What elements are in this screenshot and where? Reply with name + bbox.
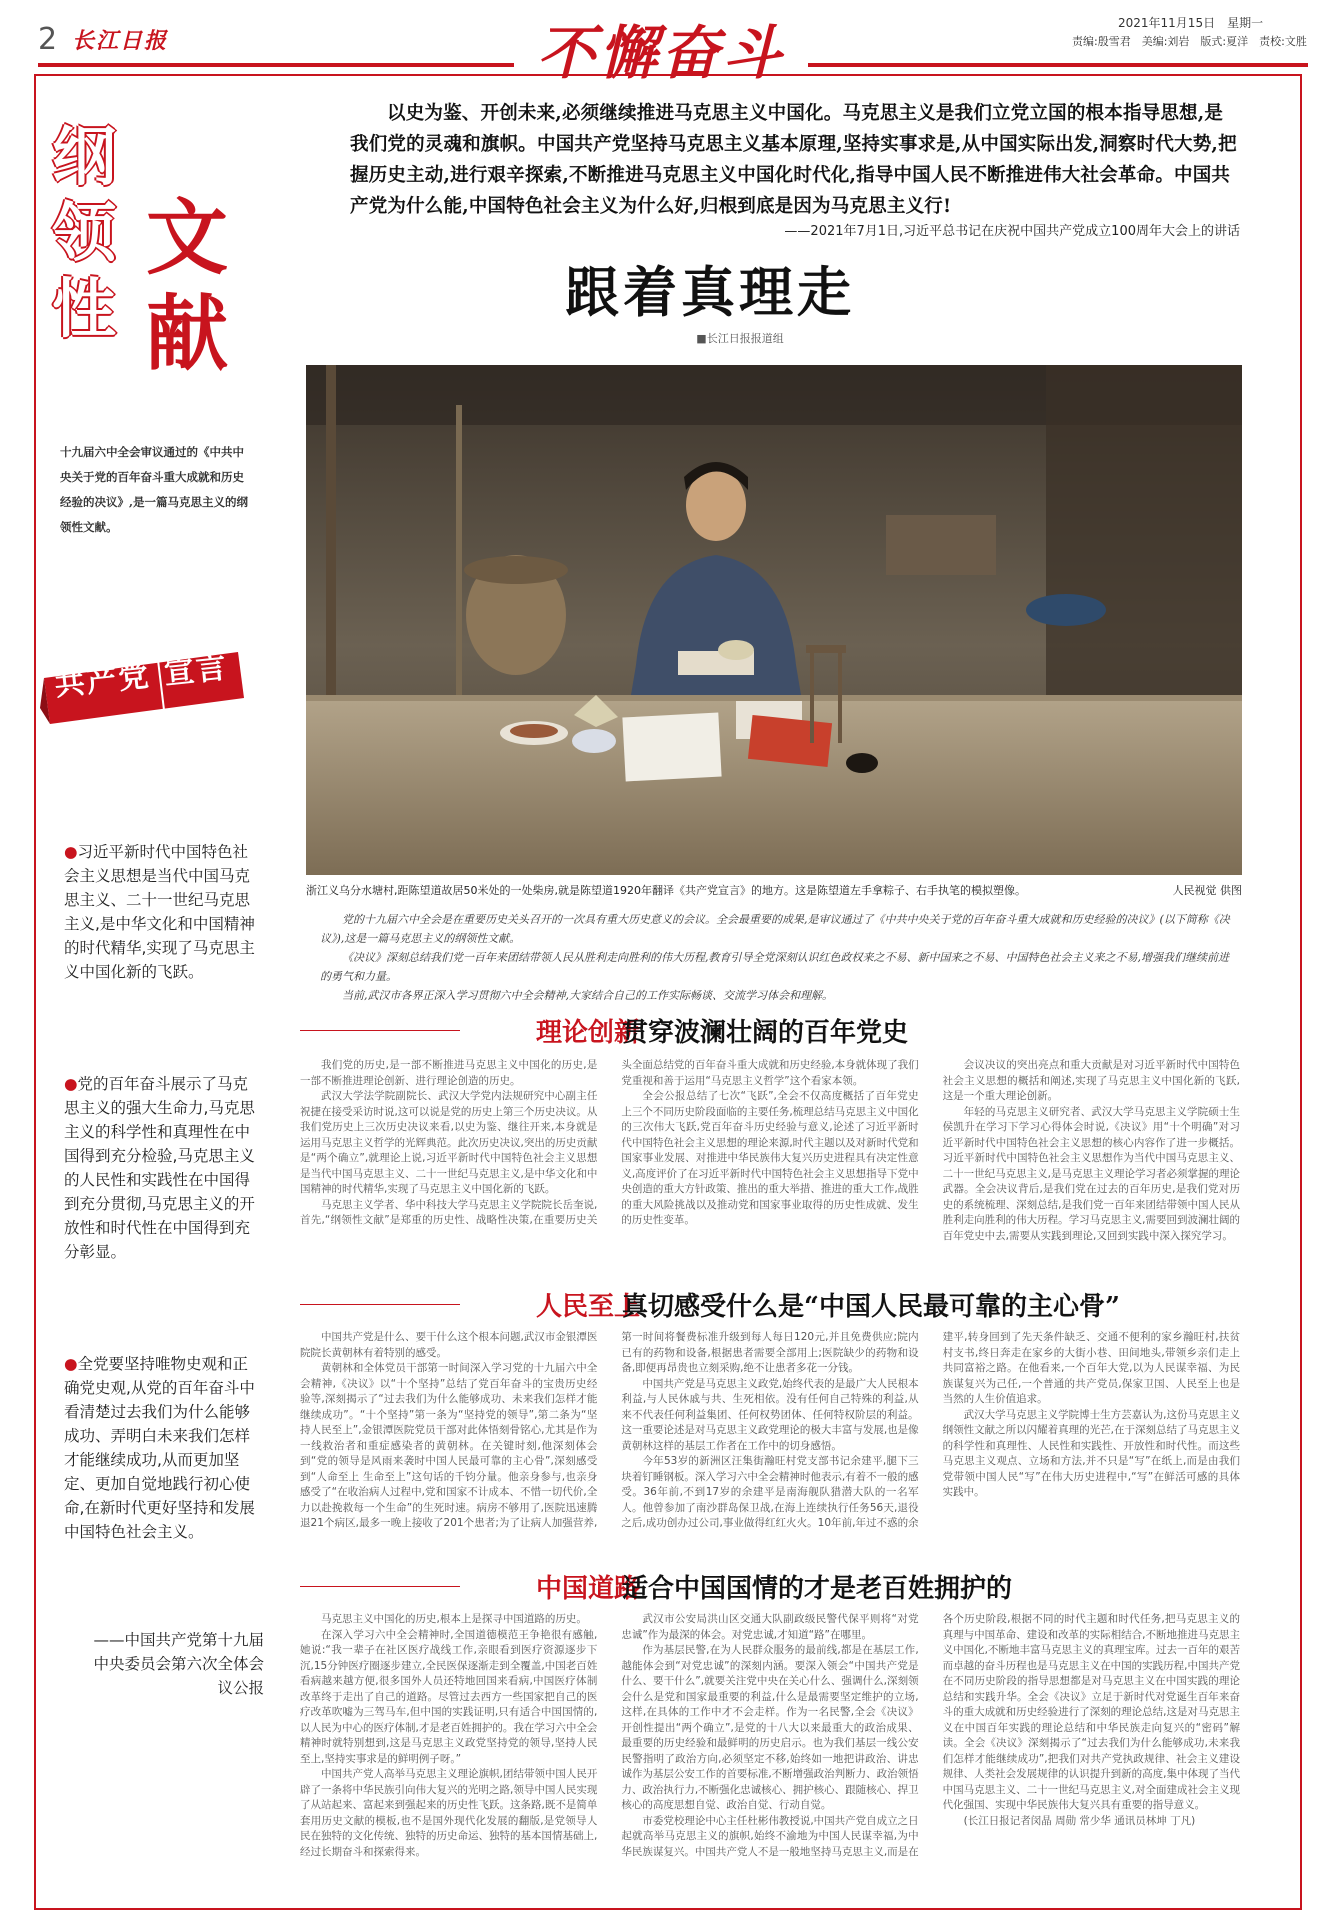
photo-caption: 浙江义乌分水塘村,距陈望道故居50米处的一处柴房,就是陈望道1920年翻译《共产党宣言》的地方。这是陈望道左手拿粽子、右手执笔的模拟塑像。 bbox=[306, 884, 1026, 897]
section-title: 适合中国国情的才是老百姓拥护的 bbox=[622, 1574, 1013, 1604]
section-heading-road bbox=[300, 1566, 1240, 1606]
body-paragraph: 武汉市公安局洪山区交通大队副政级民警代保平则将“对党忠诚”作为最深的体会。对党忠诚,才知道“路”在哪里。 bbox=[621, 1613, 919, 1641]
column-note-text: 党的百年奋斗展示了马克思主义的强大生命力,马克思主义的科学性和真理性在中国得到充分检验,马克思主义的人民性和实践性在中国得到充分贯彻,马克思主义的开放性和时代性在中国得到充分彰显。 bbox=[64, 1075, 255, 1261]
page-number: 2 bbox=[38, 22, 58, 57]
header-rule-left bbox=[38, 63, 514, 67]
ribbon-label-right: 宣言 bbox=[162, 650, 230, 692]
lead-paragraph: 党的十九届六中全会是在重要历史关头召开的一次具有重大历史意义的会议。全会最重要的成果,是审议通过了《中共中央关于党的百年奋斗重大成就和历史经验的决议》(以下简称《决议》),这是一篇马克思主义的纲领性文献。 bbox=[320, 913, 1230, 945]
column-title-hollow: 纲领性 bbox=[52, 120, 116, 347]
body-paragraph: 在深入学习六中全会精神时,全国道德模范王争艳很有感触,她说:“我一辈子在社区医疗战线工作,亲眼看到医疗资源逐步下沉,15分钟医疗圈逐步建立,全民医保逐渐走到全覆盖,中国老百姓看病越来越方便,很多国外人员还特地回国来看病,中国医疗体制改革终于走出了自己的道路。尽管过去西方一些国家把自己的医疗改革吹嘘为三驾马车,但中国的实践证明,只有适合中国国情的,以人民为中心的医疗体制,才是老百姓拥护的。我在学习六中全会精神时就特别想到,这是马克思主义政党坚持党的领导,坚持人民至上,坚持实事求是的鲜明例子呀。” bbox=[300, 1628, 598, 1765]
body-paragraph: 武汉大学马克思主义学院博士生方芸嘉认为,这份马克思主义纲领性文献之所以闪耀着真理的光芒,在于深刻总结了马克思主义的科学性和真理性、人民性和实践性、开放性和时代性。而这些马克思主义观点、立场和方法,并不只是“写”在纸上,而是由我们党带领中国人民“写”在伟大历史进程中,“写”在鲜活可感的具体实践中。 bbox=[942, 1408, 1240, 1498]
section-body-road bbox=[300, 1612, 1240, 1892]
column-intro: 十九届六中全会审议通过的《中共中央关于党的百年奋斗重大成就和历史经验的决议》,是一篇马克思主义的纲领性文献。 bbox=[60, 445, 249, 534]
ribbon-label-left: 共产党 bbox=[53, 658, 153, 704]
body-paragraph: 中国共产党人高举马克思主义理论旗帜,团结带领中国人民开辟了一条将中华民族引向伟大复兴的光明之路,领导中国人民实现了从站起来、富起来到强起来的历史性飞跃。这条路,既不是简单套用历史文献的模板,也不是国外现代化发展的翻版,是党领导人民在独特的文化传统、独特的历史命运、独特的基本国情基础上,经过长期奋斗和探索得来。 bbox=[300, 1768, 598, 1858]
column-note-3 bbox=[64, 1352, 260, 1544]
bullet-dot-icon: ● bbox=[64, 843, 78, 861]
notes-source: ——中国共产党第十九届中央委员会第六次全体会议公报 bbox=[93, 1631, 264, 1697]
statue-photo bbox=[306, 365, 1242, 875]
photo-credit: 人民视觉 供图 bbox=[1172, 884, 1242, 897]
reporter-credit: (长江日报记者闵晶 周勋 常少华 通讯员林坤 丁凡) bbox=[963, 1814, 1196, 1827]
lead-paragraphs bbox=[320, 910, 1230, 1005]
body-paragraph: 中国共产党是什么、要干什么这个根本问题,武汉市金银潭医院院长黄朝林有着特别的感受。 bbox=[300, 1331, 598, 1359]
section-heading-people bbox=[300, 1284, 1240, 1324]
lead-paragraph: 当前,武汉市各界正深入学习贯彻六中全会精神,大家结合自己的工作实际畅谈、交流学习体会和理解。 bbox=[342, 989, 833, 1002]
body-paragraph: 会议决议的突出亮点和重大贡献是对习近平新时代中国特色社会主义思想的概括和阐述,实现了马克思主义中国化新的飞跃,这是一个重大理论创新。 bbox=[942, 1059, 1240, 1102]
section-body-people bbox=[300, 1330, 1240, 1556]
newspaper-logo: 长江日报 bbox=[72, 28, 169, 54]
leadin-quote: 以史为鉴、开创未来,必须继续推进马克思主义中国化。马克思主义是我们立党立国的根本指导思想,是我们党的灵魂和旗帜。中国共产党坚持马克思主义基本原理,坚持实事求是,从中国实际出发,洞察时代大势,把握历史主动,进行艰辛探索,不断推进马克思主义中国化时代化,指导中国人民不断推进伟大社会革命。中国共产党为什么能,中国特色社会主义为什么好,归根到底是因为马克思主义行! bbox=[350, 103, 1237, 217]
body-paragraph: 今年53岁的新洲区汪集街瀚旺村党支部书记余建平,腿下三块着钉睡钢板。深入学习六中全会精神时他表示,有着不一般的感受。36年前,不到17岁的余建平是南海舰队猎潜大队的一名军人。他曾参加了南沙群岛保卫战,在海上连续执行任务56天,退役之后,成功创办过公司,事业做得红红火火。10年前,年过不惑的余建平,转身回到了先天条件缺乏、交通不便利的家乡瀚旺村,扶贫村支书,终日奔走在家乡的大街小巷、田间地头,带领乡亲们走上共同富裕之路。在他看来,一个百年大党,以为人民谋幸福、为民族谋复兴为己任,一个普通的共产党员,保家卫国、人民至上也是当然的人生价值追求。 bbox=[621, 1331, 1240, 1529]
heading-rule bbox=[300, 1586, 460, 1587]
body-paragraph: 武汉大学法学院副院长、武汉大学党内法规研究中心副主任祝捷在接受采访时说,这可以说是党的历史上第三个历史决议。从我们党历史上三次历史决议来看,以史为鉴、继往开来,本身就是运用马克思主义哲学的光辉典范。此次历史决议,突出的历史贡献是“两个确立”,就理论上说,习近平新时代中国特色社会主义思想是当代中国马克思主义、二十一世纪马克思主义,是中华文化和中国精神的时代精华,实现了马克思主义中国化新的飞跃。 bbox=[300, 1090, 598, 1195]
column-note-text: 全党要坚持唯物史观和正确党史观,从党的百年奋斗中看清楚过去我们为什么能够成功、弄明白未来我们怎样才能继续成功,从而更加坚定、更加自觉地践行初心使命,在新时代更好坚持和发展中国特色社会主义。 bbox=[64, 1355, 255, 1541]
body-paragraph: 马克思主义中国化的历史,根本上是探寻中国道路的历史。 bbox=[321, 1613, 587, 1625]
column-note-2 bbox=[64, 1072, 260, 1264]
section-tag: 人民至上 bbox=[535, 1292, 640, 1322]
body-paragraph: 全会公报总结了七次“飞跃”,全会不仅高度概括了百年党史上三个不同历史阶段面临的主要任务,梳理总结马克思主义中国化的三次伟大飞跃,党百年奋斗历史经验与意义,论述了习近平新时代中国特色社会主义思想的理论来源,时代主题以及对新时代党和国家事业发展、对推进中华民族伟大复兴历史进程具有决定性意义,高度评价了在习近平新时代中国特色社会主义思想指导下党中央创造的重大方针政策、推出的重大举措、推进的重大工作,战胜的重大风险挑战以及推动党和国家事业取得的历史性成就、发生的历史性变革。 bbox=[621, 1090, 919, 1226]
bullet-dot-icon: ● bbox=[64, 1355, 78, 1373]
body-paragraph: 中国共产党是马克思主义政党,始终代表的是最广大人民根本利益,与人民休戚与共、生死相依。没有任何自己特殊的利益,从来不代表任何利益集团、任何权势团体、任何特权阶层的利益。这一重要论述是对马克思主义政党理论的极大丰富与发展,也是像黄朝林这样的基层工作者在工作中的切身感悟。 bbox=[621, 1377, 919, 1452]
body-paragraph: 马克思主义学者、华中科技大学马克思主义学院院长岳奎说,首先,“纲领性文献”是郑重的历史性、战略性决策,在重要历史关头全面总结党的百年奋斗重大成就和历史经验,本身就体现了我们党重视和善于运用“马克思主义哲学”这个看家本领。 bbox=[300, 1059, 919, 1226]
heading-rule bbox=[300, 1030, 460, 1031]
quote-source: ——2021年7月1日,习近平总书记在庆祝中国共产党成立100周年大会上的讲话 bbox=[784, 224, 1240, 239]
body-paragraph: 作为基层民警,在为人民群众服务的最前线,都是在基层工作,越能体会到“对党忠诚”的深刻内涵。要深入领会“中国共产党是什么、要干什么”,就要关注党中央在关心什么、强调什么,深刻领会什么是党和国家最重要的利益,什么是最需要坚定维护的立场,这样,在具体的工作中才不会走样。作为一名民警,全会《决议》开创性提出“两个确立”,是党的十八大以来最重大的政治成果、最重要的历史经验和最鲜明的历史启示。也为我们基层一线公安民警指明了政治方向,必须坚定不移,始终如一地把讲政治、讲忠诚作为基层公安工作的首要标准,不断增强政治判断力、政治领悟力、政治执行力,不断强化忠诚核心、拥护核心、跟随核心、捍卫核心的高度思想自觉、政治自觉、行动自觉。 bbox=[621, 1644, 919, 1811]
issue-date: 2021年11月15日 星期一 bbox=[1118, 16, 1264, 30]
editor-credits: 责编:殷雪君 美编:刘岩 版式:夏洋 责校:文胜 bbox=[1072, 35, 1307, 48]
lead-paragraph: 《决议》深刻总结我们党一百年来团结带领人民从胜利走向胜利的伟大历程,教育引导全党深刻认识红色政权来之不易、新中国来之不易、中国特色社会主义来之不易,增强我们继续前进的勇气和力量。 bbox=[320, 951, 1229, 983]
body-paragraph: 市委党校理论中心主任杜彬伟教授说,中国共产党自成立之日起就高举马克思主义的旗帜,始终不渝地为中国人民谋幸福,为中华民族谋复兴。中国共产党人不是一般地坚持马克思主义,而是在各个历史阶段,根据不同的时代主题和时代任务,把马克思主义的真理与中国革命、建设和改革的实际相结合,不断地推进马克思主义中国化,不断地丰富马克思主义的真理宝库。过去一百年的艰苦而卓越的奋斗历程也是马克思主义在中国的实践历程,中国共产党在不同历史阶段的指导思想都是对马克思主义在中国实践的理论总结和实践升华。全会《决议》立足于新时代对党诞生百年来奋斗的重大成就和历史经验进行了深刻的理论总结,这是对马克思主义在中国百年实践的理论总结和中华民族走向复兴的“密码”解读。全会《决议》深刻揭示了“过去我们为什么能够成功,未来我们怎样才能继续成功”,把我们对共产党执政规律、社会主义建设规律、人类社会发展规律的认识提升到新的高度,集中体现了当代中国马克思主义、二十一世纪马克思主义,对全面建成社会主义现代化强国、实现中华民族伟大复兴具有重要的指导意义。 bbox=[621, 1613, 1240, 1858]
body-paragraph: 年轻的马克思主义研究者、武汉大学马克思主义学院硕士生侯凯升在学习下学习心得体会时说,《决议》用“十个明确”对习近平新时代中国特色社会主义思想的核心内容作了进一步概括。习近平新时代中国特色社会主义思想作为当代中国马克思主义、二十一世纪马克思主义,是马克思主义理论学习者必须掌握的理论武器。全会决议背后,是我们党在过去的百年历史,是我们党对历史的系统梳理、深刻总结,是我们党一百年来团结带领中国人民从胜利走向胜利的伟大历程。学习马克思主义,需要回到波澜壮阔的百年党史中去,需要从实践到理论,又回到实践中深入探究学习。 bbox=[942, 1105, 1240, 1242]
section-tag: 理论创新 bbox=[535, 1018, 640, 1048]
body-paragraph: 我们党的历史,是一部不断推进马克思主义中国化的历史,是一部不断推进理论创新、进行理论创造的历史。 bbox=[300, 1059, 598, 1087]
byline: ■长江日报报道组 bbox=[696, 332, 784, 345]
section-heading-theory bbox=[300, 1010, 1240, 1050]
column-note-text: 习近平新时代中国特色社会主义思想是当代中国马克思主义、二十一世纪马克思主义,是中华文化和中国精神的时代精华,实现了马克思主义中国化新的飞跃。 bbox=[64, 843, 255, 981]
main-headline: 跟着真理走 bbox=[565, 260, 855, 324]
column-note-1 bbox=[64, 840, 260, 984]
bullet-dot-icon: ● bbox=[64, 1075, 78, 1093]
page-banner: 不懈奋斗 bbox=[536, 19, 785, 87]
section-title: 贯穿波澜壮阔的百年党史 bbox=[622, 1018, 909, 1048]
header-rule-right bbox=[808, 63, 1308, 67]
section-tag: 中国道路 bbox=[535, 1574, 640, 1604]
section-body-theory bbox=[300, 1058, 1240, 1276]
body-paragraph: 黄朝林和全体党员干部第一时间深入学习党的十九届六中全会精神,《决议》以“十个坚持”总结了党百年奋斗的宝贵历史经验等,深刻揭示了“过去我们为什么能够成功、未来我们怎样才能继续成功”。“十个坚持”第一条为“坚持党的领导”,第二条为“坚持人民至上”,金银潭医院党员干部对此体悟刻骨铭心,尤其是作为一线救治者和重症感染者的黄朝林。在关键时刻,他深刻体会到“党的领导是风雨来袭时中国人民最可靠的主心骨”,深刻感受到“人命至上 生命至上”这句话的千钧分量。他亲身参与,也亲身感受了“在收治病人过程中,党和国家不计成本、不惜一切代价,全力以赴挽救每一个生命”的生死时速。病房不够用了,医院迅速腾退21个病区,最多一晚上接收了201个患者;为了让病人加强营养,第一时间将餐费标准升级到每人每日120元,并且免费供应;院内已有的药物和设备,根据患者需要全部用上;医院缺少的药物和设备,即便再昂贵也立刻采购,绝不让患者多花一分钱。 bbox=[300, 1331, 919, 1529]
section-title: 真切感受什么是“中国人民最可靠的主心骨” bbox=[622, 1292, 1120, 1322]
heading-rule bbox=[300, 1304, 460, 1305]
column-title-solid: 文献 bbox=[146, 190, 229, 382]
